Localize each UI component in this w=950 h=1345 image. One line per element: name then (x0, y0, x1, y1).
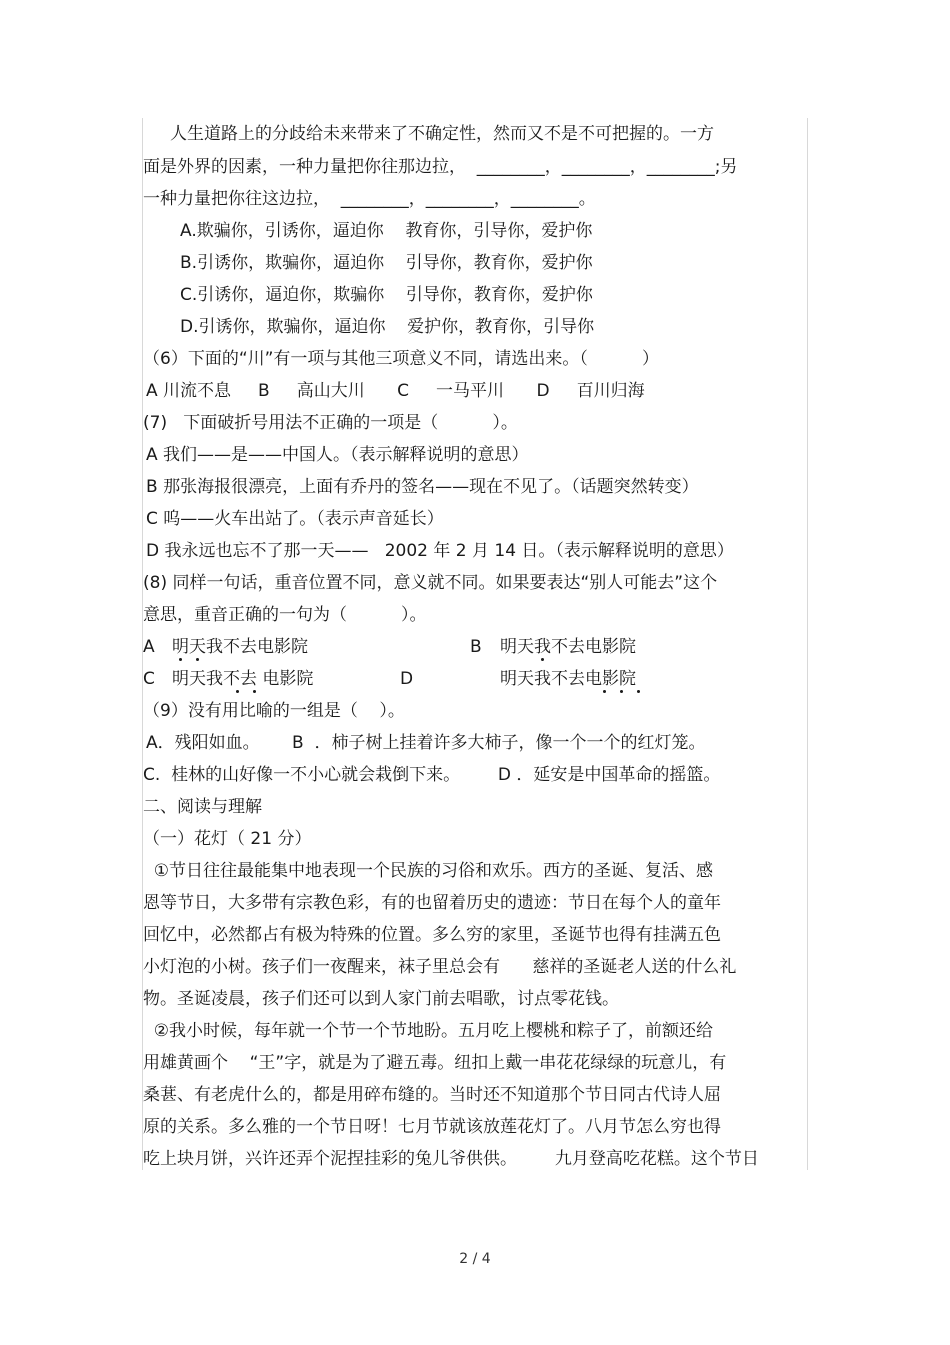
option-d: D.引诱你，欺骗你，逼迫你 爱护你，教育你，引导你 (180, 317, 595, 337)
emphasis-dot (541, 658, 544, 661)
option-a: A.欺骗你，引诱你，逼迫你 教育你，引导你，爱护你 (180, 221, 593, 241)
emphasis-dot (236, 690, 239, 693)
emphasis-dot (196, 658, 199, 661)
paragraph-line: 桑葚、有老虎什么的，都是用碎布缝的。当时还不知道那个节日同古代诗人屈 (143, 1085, 721, 1105)
option-c: C 呜——火车出站了。（表示声音延长） (146, 509, 444, 529)
paragraph-line: 恩等节日，大多带有宗教色彩，有的也留着历史的遗迹：节日在每个人的童年 (143, 893, 721, 913)
option-b: B 那张海报很漂亮，上面有乔丹的签名——现在不见了。（话题突然转变） (146, 477, 699, 497)
option-a-text: 明天我不去电影院 (172, 637, 308, 657)
option-c-text: 明天我不去 电影院 (172, 669, 314, 689)
option-d: D 我永远也忘不了那一天—— 2002 年 2 月 14 日。（表示解释说明的意思） (146, 541, 734, 561)
question-stem: (7) 下面破折号用法不正确的一项是（ ）。 (143, 413, 518, 433)
paragraph-line: 原的关系。多么雅的一个节日呀！七月节就该放莲花灯了。八月节怎么穷也得 (143, 1117, 721, 1137)
option-label: B (470, 637, 482, 657)
passage-line: 一种力量把你往这边拉， ________，________，________。 (143, 189, 596, 209)
option-label: C (143, 669, 155, 689)
question-options: C. 桂林的山好像一不小心就会栽倒下来。 D ．延安是中国革命的摇篮。 (143, 765, 721, 785)
paragraph-line: 小灯泡的小树。孩子们一夜醒来，袜子里总会有 慈祥的圣诞老人送的什么礼 (143, 957, 737, 977)
emphasis-dot (179, 658, 182, 661)
option-c: C.引诱你，逼迫你，欺骗你 引导你，教育你，爱护你 (180, 285, 593, 305)
paragraph-line: ①节日往往最能集中地表现一个民族的习俗和欢乐。西方的圣诞、复活、感 (143, 861, 714, 881)
question-stem: 意思，重音正确的一句为（ ）。 (143, 605, 427, 625)
emphasis-dot (253, 690, 256, 693)
section-heading: 二、阅读与理解 (143, 797, 262, 817)
option-d-text: 明天我不去电影院 (500, 669, 636, 689)
paragraph-line: ②我小时候，每年就一个节一个节地盼。五月吃上樱桃和粽子了，前额还给 (143, 1021, 714, 1041)
option-b: B.引诱你，欺骗你，逼迫你 引导你，教育你，爱护你 (180, 253, 593, 273)
passage-line: 人生道路上的分歧给未来带来了不确定性，然而又不是不可把握的。一方 (170, 124, 714, 144)
emphasis-dot (637, 690, 640, 693)
option-label: A (143, 637, 155, 657)
passage-line: 面是外界的因素，一种力量把你往那边拉， ________，________，________;另 (143, 157, 738, 177)
paragraph-line: 用雄黄画个 “王”字，就是为了避五毒。纽扣上戴一串花花绿绿的玩意儿，有 (143, 1053, 727, 1073)
section-subheading: （一）花灯（ 21 分） (143, 829, 312, 849)
question-options: A 川流不息 B 高山大川 C 一马平川 D 百川归海 (146, 381, 645, 401)
paragraph-line: 吃上块月饼，兴许还弄个泥捏挂彩的兔儿爷供供。 九月登高吃花糕。这个节日 (143, 1149, 759, 1169)
question-options: A．残阳如血。 B ．柿子树上挂着许多大柿子，像一个一个的红灯笼。 (146, 733, 706, 753)
option-a: A 我们——是——中国人。（表示解释说明的意思） (146, 445, 529, 465)
emphasis-dot (603, 690, 606, 693)
option-label: D (400, 669, 414, 689)
question-stem: （6）下面的“川”有一项与其他三项意义不同，请选出来。（ ） (143, 349, 659, 369)
emphasis-dot (620, 690, 623, 693)
question-stem: (8) 同样一句话，重音位置不同，意义就不同。如果要表达“别人可能去”这个 (143, 573, 718, 593)
option-b-text: 明天我不去电影院 (500, 637, 636, 657)
paragraph-line: 物。圣诞凌晨，孩子们还可以到人家门前去唱歌，讨点零花钱。 (143, 989, 619, 1009)
paragraph-line: 回忆中，必然都占有极为特殊的位置。多么穷的家里，圣诞节也得有挂满五色 (143, 925, 721, 945)
question-stem: （9）没有用比喻的一组是（ ）。 (143, 701, 405, 721)
page-number: 2 / 4 (459, 1251, 491, 1267)
